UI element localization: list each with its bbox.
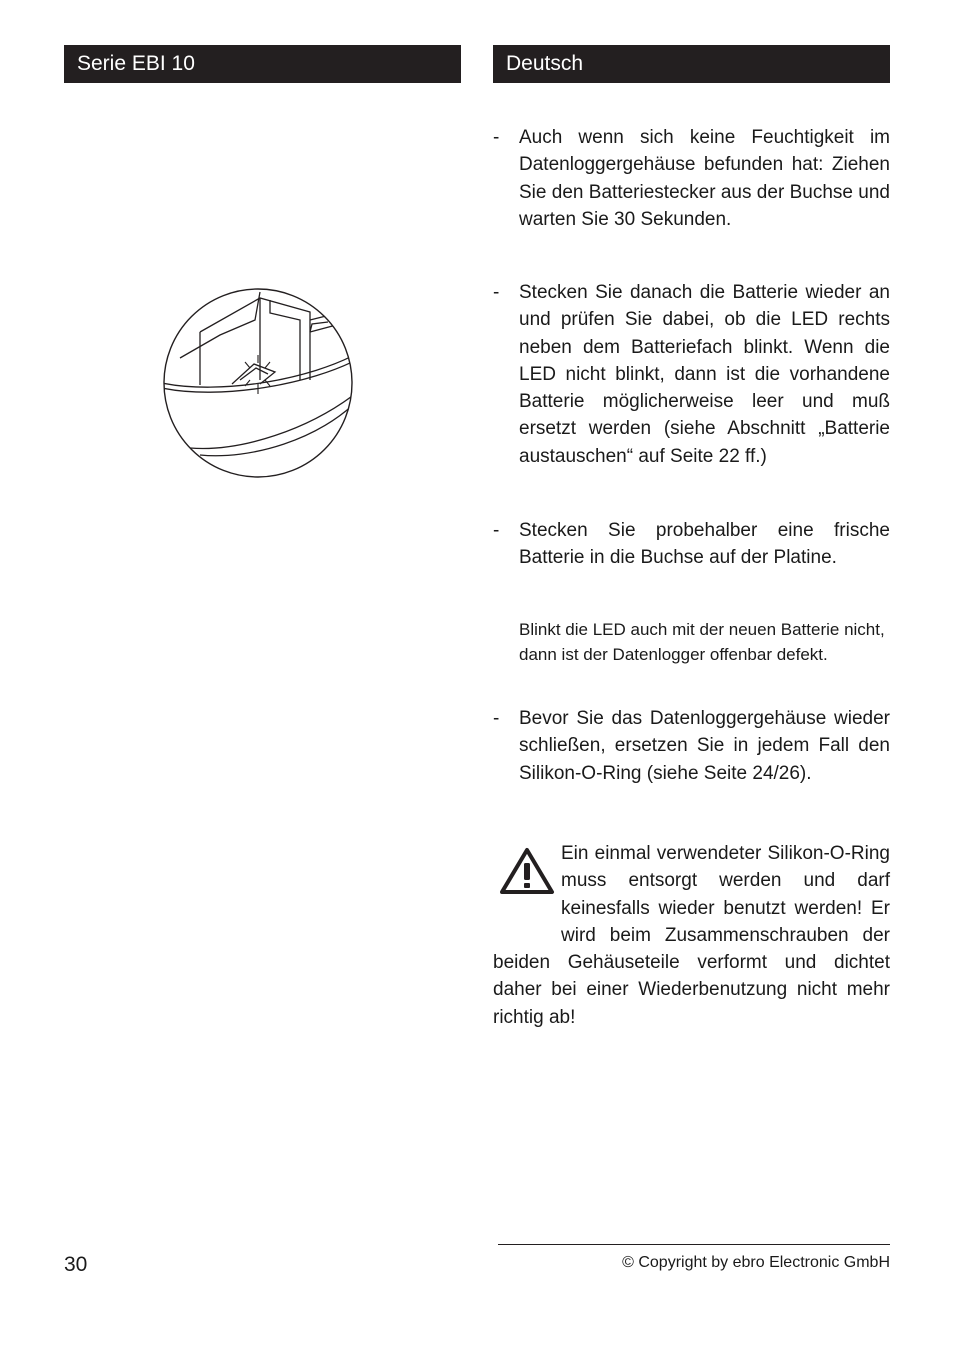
list-item-text: Bevor Sie das Datenloggergehäuse wieder schließen, ersetzen Sie in jedem Fall den Silikon-O-Ring (siehe Seite 24/26). [519,708,890,784]
battery-led-detail-illustration-icon [160,280,360,480]
list-item-text: Stecken Sie danach die Batterie wieder an und prüfen Sie dabei, ob die LED rechts neben dem Batteriefach blinkt. Wenn die LED nicht blinkt, dann ist die vorhandene Batterie möglicherweise leer und muß ersetzt werden (siehe Abschnitt „Batterie austauschen“ auf Seite 22 ff.) [519,282,890,467]
list-dash: - [493,282,500,303]
page-number: 30 [64,1253,88,1276]
list-item-text: Stecken Sie probehalber eine frische Batterie in die Buchse auf der Platine. [519,520,890,569]
list-item [493,279,890,470]
list-item-text: Auch wenn sich keine Feuchtigkeit im Datenloggergehäuse befunden hat: Ziehen Sie den Batteriestecker aus der Buchse und warten Sie 30 Sekunden. [519,127,890,230]
copyright-notice: © Copyright by ebro Electronic GmbH [622,1254,890,1271]
list-dash: - [493,520,500,541]
list-dash: - [493,708,500,729]
section-header-language: Deutsch [493,45,890,83]
list-item [493,705,890,787]
section-header-series: Serie EBI 10 [64,45,461,83]
warning-triangle-icon [499,846,555,904]
warning-text: Ein einmal verwendeter Silikon-O-Ring muss entsorgt werden und darf keinesfalls wieder benutzt werden! Er wird beim Zusammenschrauben der beiden Gehäuseteile verformt und dichtet daher bei einer Wiederbenutzung nicht mehr richtig ab! [493,843,890,1028]
list-item [493,517,890,572]
list-item [493,124,890,233]
footer-divider [498,1244,890,1245]
list-dash: - [493,127,500,148]
note-text: Blinkt die LED auch mit der neuen Batterie nicht, dann ist der Datenlogger offenbar defekt. [519,620,885,664]
